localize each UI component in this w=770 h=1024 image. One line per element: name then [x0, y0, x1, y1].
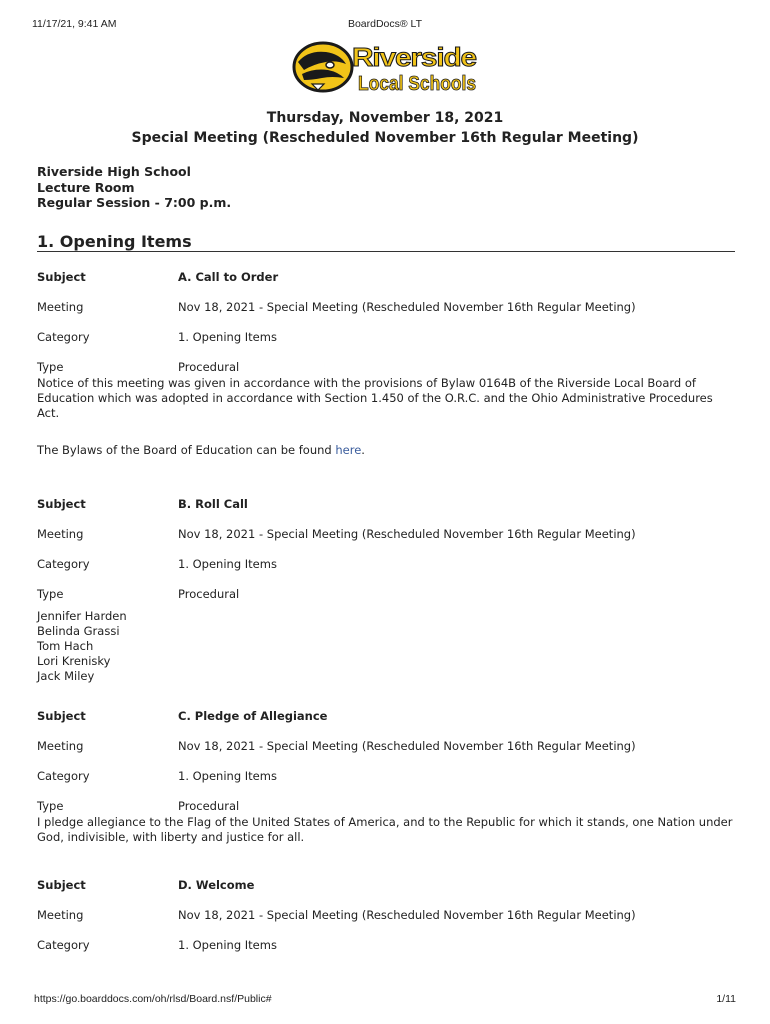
type-row: [37, 799, 737, 813]
board-member: Tom Hach: [37, 639, 94, 653]
print-page-title: BoardDocs® LT: [347, 18, 423, 30]
type-label: Type: [37, 587, 64, 601]
pledge-text: I pledge allegiance to the Flag of the United States of America, and to the Republic for which it stands, one Nation under God, indivisible, with liberty and justice for all.: [37, 815, 733, 844]
board-member: Belinda Grassi: [37, 624, 120, 638]
meeting-label: Meeting: [37, 300, 84, 314]
riverside-logo: [292, 40, 482, 96]
meeting-row: [37, 527, 737, 557]
meeting-row: [37, 300, 737, 330]
agenda-item: [37, 497, 737, 684]
category-value: 1. Opening Items: [178, 557, 277, 571]
logo-line2: Local Schools: [358, 73, 476, 95]
item-description: Notice of this meeting was given in accordance with the provisions of Bylaw 0164B of the Riverside Local Board of Education which was adopted in accordance with Section 1.450 of the O.R.C. and the Ohio Administrative Procedures Act.: [37, 376, 713, 420]
subject-label: Subject: [37, 497, 86, 511]
board-member: Jennifer Harden: [37, 609, 127, 623]
type-value: Procedural: [178, 799, 240, 813]
meeting-label: Meeting: [37, 739, 84, 753]
type-value: Procedural: [178, 587, 240, 601]
subject-label: Subject: [37, 709, 86, 723]
roll-call-list: [37, 609, 737, 684]
subject-row: [37, 878, 737, 908]
category-row: [37, 330, 737, 360]
subject-label: Subject: [37, 878, 86, 892]
category-label: Category: [37, 769, 90, 783]
category-label: Category: [37, 330, 90, 344]
meeting-row: [37, 739, 737, 769]
type-value: Procedural: [178, 360, 240, 374]
meeting-room: Lecture Room: [37, 179, 135, 195]
meeting-title-block: [0, 108, 770, 148]
agenda-item: [37, 709, 737, 845]
meeting-value: Nov 18, 2021 - Special Meeting (Rescheduled November 16th Regular Meeting): [178, 527, 636, 541]
agenda-item: [37, 270, 737, 458]
meeting-label: Meeting: [37, 527, 84, 541]
meeting-value: Nov 18, 2021 - Special Meeting (Rescheduled November 16th Regular Meeting): [178, 908, 636, 922]
board-member: Jack Miley: [37, 669, 95, 683]
bylaws-note: [37, 443, 737, 458]
subject-label: Subject: [37, 270, 86, 284]
type-row: [37, 587, 737, 609]
type-label: Type: [37, 360, 64, 374]
meeting-date: Thursday, November 18, 2021: [266, 110, 504, 126]
subject-row: [37, 709, 737, 739]
bylaws-period: .: [361, 443, 365, 457]
category-label: Category: [37, 938, 90, 952]
meeting-title: Special Meeting (Rescheduled November 16th Regular Meeting): [131, 130, 639, 146]
section-heading: 1. Opening Items: [37, 232, 735, 252]
print-page-number: 1/11: [716, 993, 736, 1005]
category-value: 1. Opening Items: [178, 330, 277, 344]
meeting-session: Regular Session - 7:00 p.m.: [37, 195, 232, 210]
board-member: Lori Krenisky: [37, 654, 111, 668]
print-url: https://go.boarddocs.com/oh/rlsd/Board.nsf/Public#: [34, 993, 272, 1005]
category-label: Category: [37, 557, 90, 571]
subject-row: [37, 497, 737, 527]
beaver-mascot-icon: [294, 43, 352, 91]
bylaws-link[interactable]: here: [335, 443, 362, 457]
subject-row: [37, 270, 737, 300]
print-datetime: 11/17/21, 9:41 AM: [32, 18, 117, 30]
meeting-value: Nov 18, 2021 - Special Meeting (Rescheduled November 16th Regular Meeting): [178, 739, 636, 753]
category-value: 1. Opening Items: [178, 938, 277, 952]
meeting-value: Nov 18, 2021 - Special Meeting (Rescheduled November 16th Regular Meeting): [178, 300, 636, 314]
category-row: [37, 769, 737, 799]
category-value: 1. Opening Items: [178, 769, 277, 783]
subject-value: B. Roll Call: [178, 497, 248, 511]
subject-value: C. Pledge of Allegiance: [178, 709, 328, 723]
meeting-row: [37, 908, 737, 938]
meeting-venue: [37, 164, 231, 211]
meeting-label: Meeting: [37, 908, 84, 922]
agenda-item: [37, 878, 737, 968]
category-row: [37, 938, 737, 968]
bylaws-text: The Bylaws of the Board of Education can be found: [37, 443, 336, 457]
logo-line1: Riverside: [352, 42, 477, 72]
subject-value: D. Welcome: [178, 878, 255, 892]
meeting-location: Riverside High School: [37, 164, 191, 179]
subject-value: A. Call to Order: [178, 270, 279, 284]
type-label: Type: [37, 799, 64, 813]
type-row: [37, 360, 737, 374]
category-row: [37, 557, 737, 587]
